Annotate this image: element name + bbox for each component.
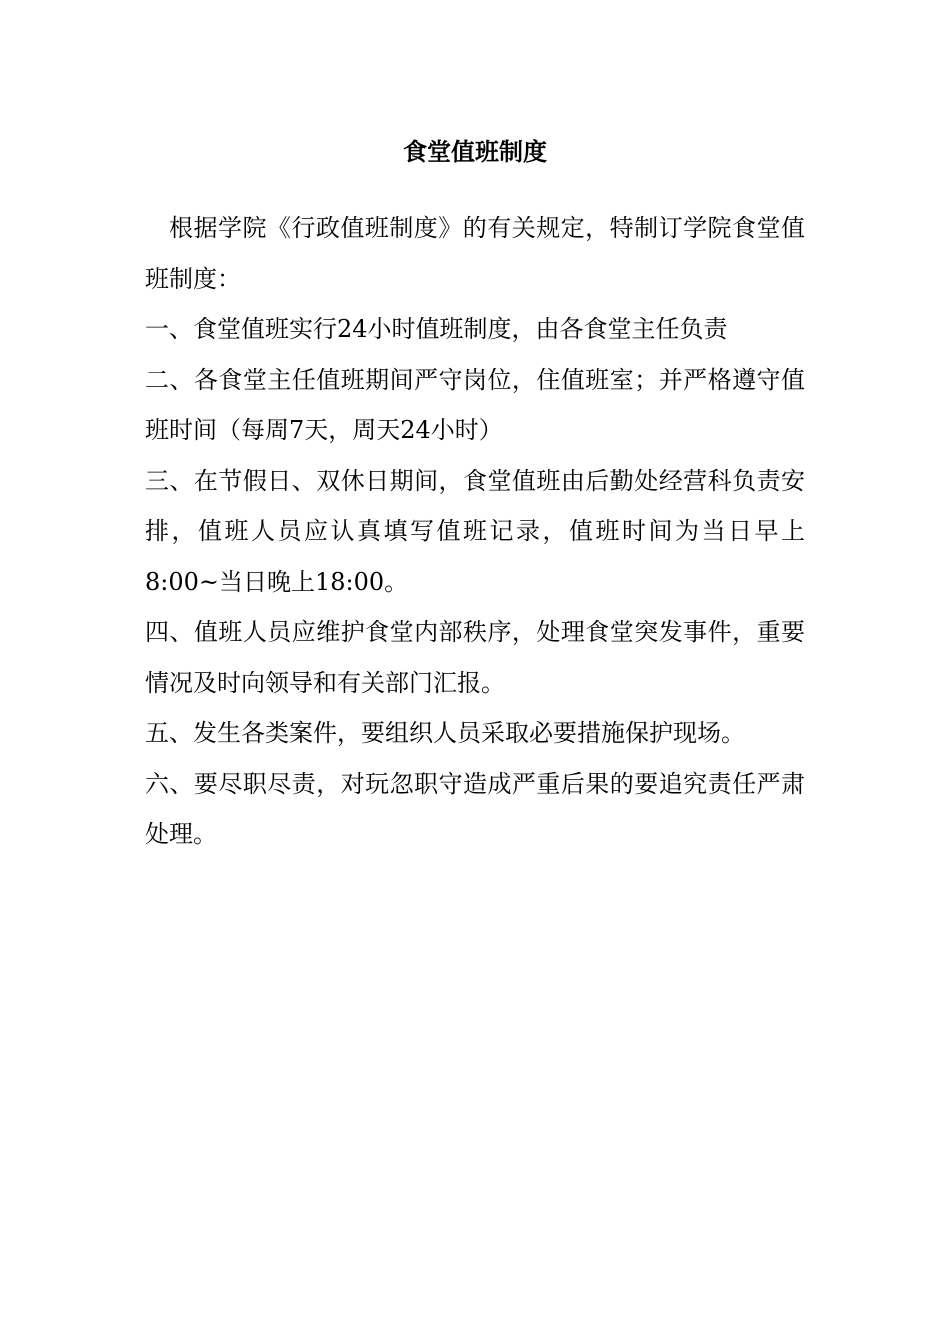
document-title: 食堂值班制度 xyxy=(403,138,547,166)
document-body xyxy=(145,203,805,860)
rule-item-4: 四、值班人员应维护食堂内部秩序，处理食堂突发事件，重要情况及时向领导和有关部门汇报。 xyxy=(145,618,805,697)
rule-item-6: 六、要尽职尽责，对玩忽职守造成严重后果的要追究责任严肃处理。 xyxy=(145,769,805,848)
rule-item-3: 三、在节假日、双休日期间，食堂值班由后勤处经营科负责安排，值班人员应认真填写值班记录，值班时间为当日早上8:00~当日晚上18:00。 xyxy=(145,466,805,596)
rule-item-2: 二、各食堂主任值班期间严守岗位，住值班室；并严格遵守值班时间（每周7天，周天24小时） xyxy=(145,365,805,444)
intro-paragraph: 根据学院《行政值班制度》的有关规定，特制订学院食堂值班制度： xyxy=(145,214,805,293)
rule-item-1: 一、食堂值班实行24小时值班制度，由各食堂主任负责 xyxy=(145,315,728,343)
rule-item-5: 五、发生各类案件，要组织人员采取必要措施保护现场。 xyxy=(145,719,745,747)
